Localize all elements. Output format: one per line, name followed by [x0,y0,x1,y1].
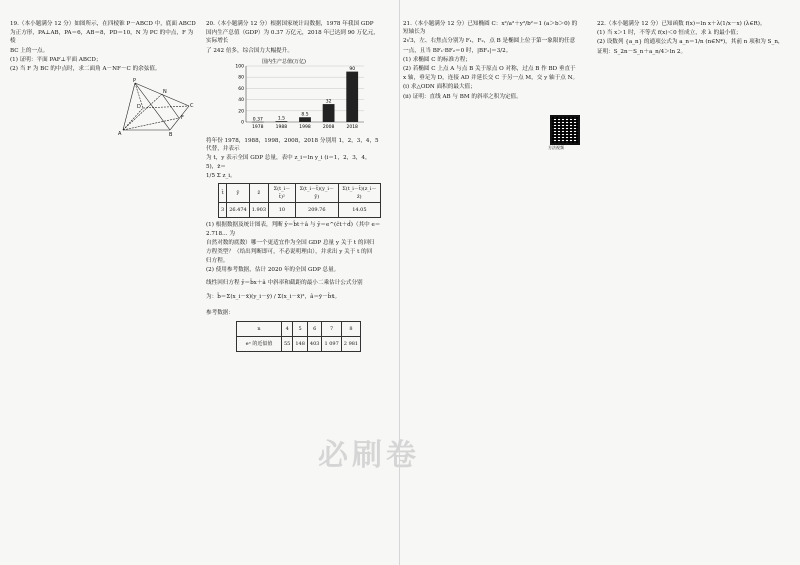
table1-v5: 14.05 [338,203,380,218]
bar [346,71,358,121]
table1-v2: 1.903 [249,203,268,218]
table2-v1: 148 [293,337,308,352]
label-N: N [163,89,167,96]
y-tick-label: 60 [238,86,244,92]
q20-ref-label: 参考数据： [206,310,234,317]
y-tick-label: 80 [238,75,244,81]
chart-title: 国内生产总值(万亿) [262,58,306,65]
label-P: P [133,78,137,85]
q20-part1b: 自然对数的底数）哪一个更适宜作为全国 GDP 总量 y 关于 t 的回归 [206,239,375,246]
label-C: C [190,103,194,110]
data-table-2 [236,321,361,352]
table2-v3: 1 097 [322,337,341,352]
table2-value-row [237,337,361,352]
label-B: B [169,132,173,139]
qr-code-icon[interactable] [550,115,580,145]
bar [299,117,311,122]
y-tick-label: 0 [241,120,244,126]
label-A: A [118,131,122,138]
table1-header-row [219,184,381,203]
q19-part1: (1) 证明：平面 PAF⊥平面 ABCD； [10,56,102,63]
q20-part2: (2) 使用参考数据，估计 2020 年的全国 GDP 总量。 [206,267,340,274]
y-tick-label: 20 [238,109,244,115]
table2-h4: 7 [322,322,341,337]
q20-after1: 将年份 1978，1988，1998，2008，2018 分别用 1，2，3，4，5 代替，并表示 [206,138,379,153]
gdp-bar-chart [224,56,374,134]
label-F: F [181,115,184,122]
page-fold [399,0,400,565]
data-table-1 [218,183,381,218]
table2-h0: n [237,322,282,337]
table2-v4: 2 981 [341,337,360,352]
table2-h2: 5 [293,322,308,337]
bar-value-label: 0.37 [252,117,263,123]
bar [323,104,335,122]
q21-line1: 21.（本小题满分 12 分）已知椭圆 C：x²/a²＋y²/b²＝1 (a＞b＞0) 的短轴长为 [403,21,578,36]
x-tick-label: 2008 [322,124,335,130]
q20-line3: 了 242 倍多，综合国力大幅提升。 [206,47,293,54]
bar-value-label: 1.5 [277,116,285,122]
q20-after2: 为 t，y 表示全国 GDP 总量，表中 z_i＝ln y_i (i＝1，2，3，4，5)，z̄＝ [206,155,371,170]
table1-v1: 26.474 [227,203,250,218]
bar-value-label: 8.5 [301,112,309,118]
q19-line1: 19.（本小题满分 12 分）如图所示，在四棱锥 P－ABCD 中，底面 ABCD [10,21,196,27]
table2-header-row [237,322,361,337]
table2-h1: 4 [282,322,293,337]
x-tick-label: 1988 [275,124,288,130]
q20-part1a: (1) 根据数据及统计图表，判断 ŷ＝b̂t＋â 与 ŷ＝e^(ĉt＋d̂)（其中 e＝2.718… 为 [206,222,381,237]
q21-p2a: (2) 若椭圆 C 上点 A 与点 B 关于原点 O 对称，过点 B 作 BD 垂直于 [403,66,576,73]
x-tick-label: 1978 [252,124,264,130]
label-D: D [137,104,141,111]
q19-line2: 为正方形，PA⊥AB，PA＝6，AB＝8，PD＝10，N 为 PC 的中点，F 为棱 [10,30,194,45]
table2-v0: 55 [282,337,293,352]
table1-h0: t̄ [219,184,227,203]
table1-h2: z̄ [249,184,268,203]
table2-h5: 8 [341,322,360,337]
q22-p3: 证明：S_2n－S_n＋a_n/4＞ln 2。 [597,48,687,55]
x-tick-label: 2018 [346,124,358,130]
table2-v2: 403 [307,337,322,352]
table1-value-row [219,203,381,218]
table1-h4: Σ(t_i－t̄)(y_i－ȳ) [295,184,338,203]
bar-value-label: 90 [349,66,356,72]
q22-line1: 22.（本小题满分 12 分）已知函数 f(x)＝ln x＋λ(1/x－x) (λ∈R)。 [597,21,766,27]
y-tick-label: 40 [238,97,244,103]
q21-line3: 一点，且当 BF₁·BF₂＝0 时，|BF₁|＝3/2。 [403,47,512,54]
q20-formula1: 线性回归方程 ŷ＝b̂x＋â 中斜率和截距的最小二乘估计公式分别 [206,279,363,286]
question-20 [206,20,381,352]
q19-line3: BC 上的一点。 [10,47,49,54]
q22-p2: (2) 设数列 {a_n} 的通项公式为 a_n＝1/n (n∈N*)，其前 n 项和为 S_n， [597,39,784,46]
pyramid-figure [115,78,195,138]
q21-p3: (ⅰ) 求△ODN 面积的最大值； [403,84,476,91]
q19-part2: (2) 当 F 为 BC 的中点时，求二面角 A－NF－C 的余弦值。 [10,66,161,73]
question-22 [597,20,787,57]
q20-line1: 20.（本小题满分 12 分）根据国家统计局数据，1978 年我国 GDP [206,21,374,27]
table1-v3: 10 [269,203,296,218]
q21-p1: (1) 求椭圆 C 的标准方程； [403,56,471,63]
x-tick-label: 1998 [299,124,311,130]
table2-h3: 6 [307,322,322,337]
table1-h1: ȳ [227,184,250,203]
table2-row-label: eⁿ 的近似值 [237,337,282,352]
q21-p2b: x 轴，垂足为 D，连接 AD 并延长交 C 于另一点 M，交 y 轴于点 N。 [403,75,579,82]
qr-label: 方法视频 [548,145,564,150]
q20-part1c: 方程类型？（给出判断即可，不必说明理由），并求出 y 关于 t 的回 [206,249,373,256]
question-21 [403,20,581,102]
question-19 [10,20,196,141]
table1-v0: 3 [219,203,227,218]
q21-p4: (ⅱ) 证明：直线 AB 与 BM 的斜率之积为定值。 [403,93,522,100]
watermark: 必刷卷 [318,438,420,473]
q20-line2: 国内生产总值（GDP）为 0.37 万亿元，2018 年已达到 90 万亿元，实际增长 [206,30,379,45]
table1-h5: Σ(t_i－t̄)(z_i－z̄) [338,184,380,203]
table1-h3: Σ(t_i－t̄)² [269,184,296,203]
table1-v4: 209.76 [295,203,338,218]
q22-p1: (1) 当 x＞1 时，不等式 f(x)＜0 恒成立，求 λ 的最小值； [597,30,742,37]
q21-line2: 2√3，左、右焦点分别为 F₁，F₂，点 B 是椭圆上位于第一象限的任意 [403,38,576,45]
y-tick-label: 100 [235,64,244,70]
bar-value-label: 32 [325,99,332,105]
q20-part1d: 归方程。 [206,258,229,265]
q20-formula2: 为：b̂＝Σ(x_i－x̄)(y_i－ȳ) / Σ(x_i－x̄)²，â＝ȳ－b̂x̄。 [206,293,341,300]
q20-after3: 1/5 Σ z_i。 [206,172,236,179]
